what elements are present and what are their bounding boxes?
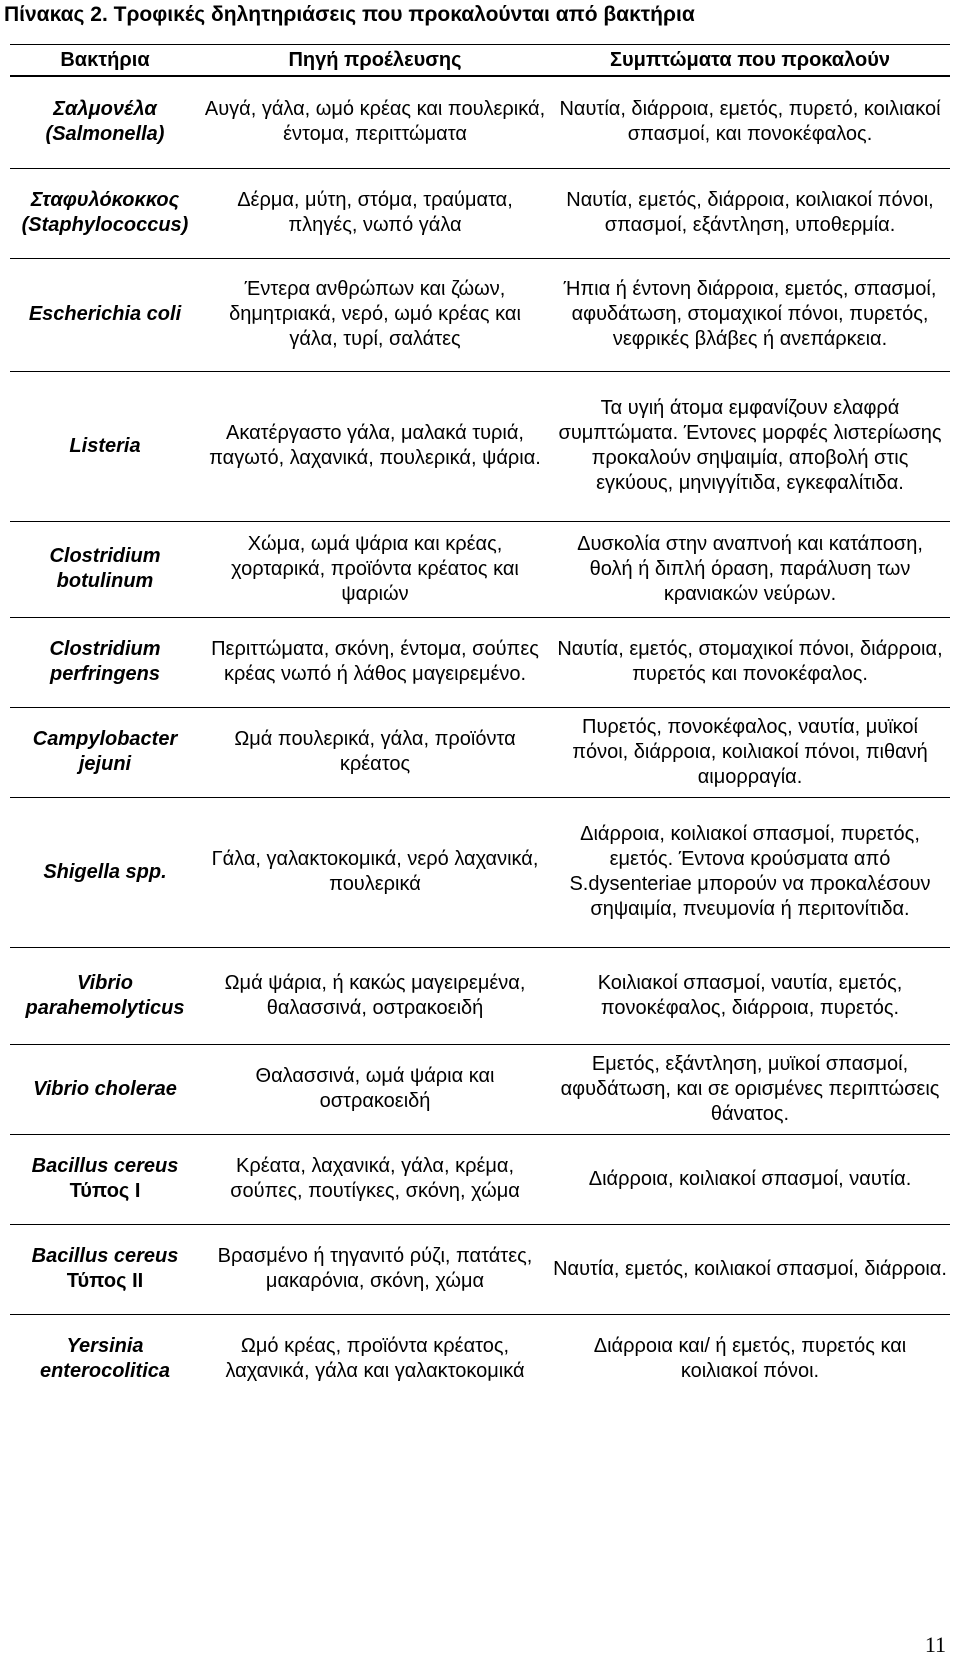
bacteria-name-line: Σταφυλόκοκκος: [30, 189, 180, 211]
table-row: [10, 1224, 950, 1314]
table-row: [10, 371, 950, 521]
bacteria-cell: [10, 76, 200, 168]
table-row: [10, 76, 950, 168]
source-cell: Γάλα, γαλακτοκομικά, νερό λαχανικά, πουλερικά: [211, 848, 539, 895]
table-row: [10, 168, 950, 258]
source-cell: Βρασμένο ή τηγανιτό ρύζι, πατάτες, μακαρόνια, σκόνη, χώμα: [217, 1245, 533, 1292]
header-source: Πηγή προέλευσης: [200, 45, 550, 77]
table-row: [10, 258, 950, 371]
bacteria-name-line: Shigella spp.: [43, 860, 167, 883]
bacteria-name-line: Vibrio: [77, 971, 133, 994]
bacteria-name-line: Clostridium: [49, 545, 161, 567]
bacteria-name-line: enterocolitica: [39, 1360, 171, 1383]
symptoms-cell: Δυσκολία στην αναπνοή και κατάποση, θολή ή διπλή όραση, παράλυση των κρανιακών νεύρων.: [577, 532, 923, 605]
bacteria-name-line: parahemolyticus: [25, 996, 185, 1019]
source-cell: Ακατέργαστο γάλα, μαλακά τυριά, παγωτό, λαχανικά, πουλερικά, ψάρια.: [209, 422, 541, 469]
bacteria-name-line: Τύπος Ι: [69, 1180, 141, 1202]
symptoms-cell: Πυρετός, πονοκέφαλος, ναυτία, μυϊκοί πόνοι, διάρροια, κοιλιακοί πόνοι, πιθανή αιμορραγία.: [572, 715, 928, 788]
bacteria-cell: [10, 617, 200, 707]
symptoms-cell: Ναυτία, διάρροια, εμετός, πυρετό, κοιλιακοί σπασμοί, και πονοκέφαλος.: [559, 98, 941, 146]
bacteria-cell: [10, 168, 200, 258]
symptoms-cell: Ναυτία, εμετός, στομαχικοί πόνοι, διάρροια, πυρετός και πονοκέφαλος.: [557, 638, 943, 685]
table-row: [10, 797, 950, 947]
source-cell: Ωμά πουλερικά, γάλα, προϊόντα κρέατος: [234, 728, 516, 775]
bacteria-name-line: (Salmonella): [45, 123, 165, 146]
table-row: [10, 1044, 950, 1134]
bacteria-name-line: Escherichia coli: [28, 303, 182, 325]
bacteria-name-line: Vibrio cholerae: [33, 1077, 177, 1100]
header-bacteria: Βακτήρια: [10, 45, 200, 77]
source-cell: Κρέατα, λαχανικά, γάλα, κρέμα, σούπες, πουτίγκες, σκόνη, χώμα: [230, 1155, 520, 1202]
symptoms-cell: Τα υγιή άτομα εμφανίζουν ελαφρά συμπτώματα. Έντονες μορφές λιστερίωσης προκαλούν σηψαιμία, αποβολή στις εγκύους, μηνιγγίτιδα, εγκεφαλίτιδα.: [558, 397, 942, 494]
bacteria-cell: [10, 1044, 200, 1134]
bacteria-table: [10, 44, 950, 1404]
source-cell: Ωμά ψάρια, ή κακώς μαγειρεμένα, θαλασσινά, οστρακοειδή: [224, 971, 526, 1019]
table-row: [10, 1134, 950, 1224]
table-row: [10, 1314, 950, 1404]
bacteria-cell: [10, 1224, 200, 1314]
symptoms-cell: Διάρροια, κοιλιακοί σπασμοί, ναυτία.: [588, 1167, 912, 1190]
bacteria-name-line: Listeria: [69, 434, 141, 457]
bacteria-name-line: Bacillus cereus: [31, 1155, 179, 1177]
bacteria-name-line: Τύπος ΙΙ: [66, 1270, 144, 1292]
bacteria-cell: [10, 707, 200, 797]
source-cell: Ωμό κρέας, προϊόντα κρέατος, λαχανικά, γάλα και γαλακτοκομικά: [225, 1335, 525, 1383]
source-cell: Θαλασσινά, ωμά ψάρια και οστρακοειδή: [255, 1065, 495, 1112]
bacteria-cell: [10, 521, 200, 617]
bacteria-name-line: Σαλμονέλα: [53, 98, 157, 121]
bacteria-cell: [10, 1134, 200, 1224]
table-row: [10, 617, 950, 707]
bacteria-cell: [10, 258, 200, 371]
source-cell: Περιττώματα, σκόνη, έντομα, σούπες κρέας νωπό ή λάθος μαγειρεμένο.: [211, 638, 539, 685]
bacteria-name-line: (Staphylococcus): [21, 214, 189, 236]
bacteria-name-line: perfringens: [49, 663, 161, 685]
bacteria-cell: [10, 797, 200, 947]
bacteria-name-line: botulinum: [56, 570, 154, 592]
symptoms-cell: Ναυτία, εμετός, κοιλιακοί σπασμοί, διάρροια.: [553, 1257, 947, 1280]
symptoms-cell: Διάρροια και/ ή εμετός, πυρετός και κοιλιακοί πόνοι.: [593, 1335, 907, 1383]
symptoms-cell: Εμετός, εξάντληση, μυϊκοί σπασμοί, αφυδάτωση, και σε ορισμένες περιπτώσεις θάνατος.: [560, 1052, 940, 1125]
page-number: 11: [924, 1632, 946, 1657]
bacteria-cell: [10, 1314, 200, 1404]
header-symptoms: Συμπτώματα που προκαλούν: [550, 45, 950, 77]
symptoms-cell: Ναυτία, εμετός, διάρροια, κοιλιακοί πόνοι, σπασμοί, εξάντληση, υποθερμία.: [566, 189, 934, 236]
table-row: [10, 521, 950, 617]
bacteria-name-line: Clostridium: [49, 638, 161, 660]
symptoms-cell: Ήπια ή έντονη διάρροια, εμετός, σπασμοί, αφυδάτωση, στομαχικοί πόνοι, πυρετός, νεφρικές βλάβες ή ανεπάρκεια.: [563, 278, 937, 350]
bacteria-name-line: Campylobacter: [32, 728, 178, 750]
table-row: [10, 707, 950, 797]
source-cell: Δέρμα, μύτη, στόμα, τραύματα, πληγές, νωπό γάλα: [237, 189, 513, 236]
source-cell: Έντερα ανθρώπων και ζώων, δημητριακά, νερό, ωμό κρέας και γάλα, τυρί, σαλάτες: [229, 278, 521, 350]
symptoms-cell: Κοιλιακοί σπασμοί, ναυτία, εμετός, πονοκέφαλος, διάρροια, πυρετός.: [597, 971, 903, 1019]
bacteria-cell: [10, 371, 200, 521]
source-cell: Χώμα, ωμά ψάρια και κρέας, χορταρικά, προϊόντα κρέατος και ψαριών: [231, 532, 519, 605]
table-row: [10, 947, 950, 1044]
source-cell: Αυγά, γάλα, ωμό κρέας και πουλερικά, έντομα, περιττώματα: [204, 98, 546, 146]
bacteria-name-line: jejuni: [78, 753, 132, 775]
bacteria-name-line: Yersinia: [66, 1335, 144, 1358]
table-header-row: [10, 45, 950, 77]
bacteria-name-line: Bacillus cereus: [31, 1245, 179, 1267]
bacteria-cell: [10, 947, 200, 1044]
symptoms-cell: Διάρροια, κοιλιακοί σπασμοί, πυρετός, εμετός. Έντονα κρούσματα από S.dysenteriae μπορούν να προκαλέσουν σηψαιμία, πνευμονία ή περιτονίτιδα.: [569, 823, 931, 920]
page-title: Πίνακας 2. Τροφικές δηλητηριάσεις που προκαλούνται από βακτήρια: [4, 3, 695, 26]
